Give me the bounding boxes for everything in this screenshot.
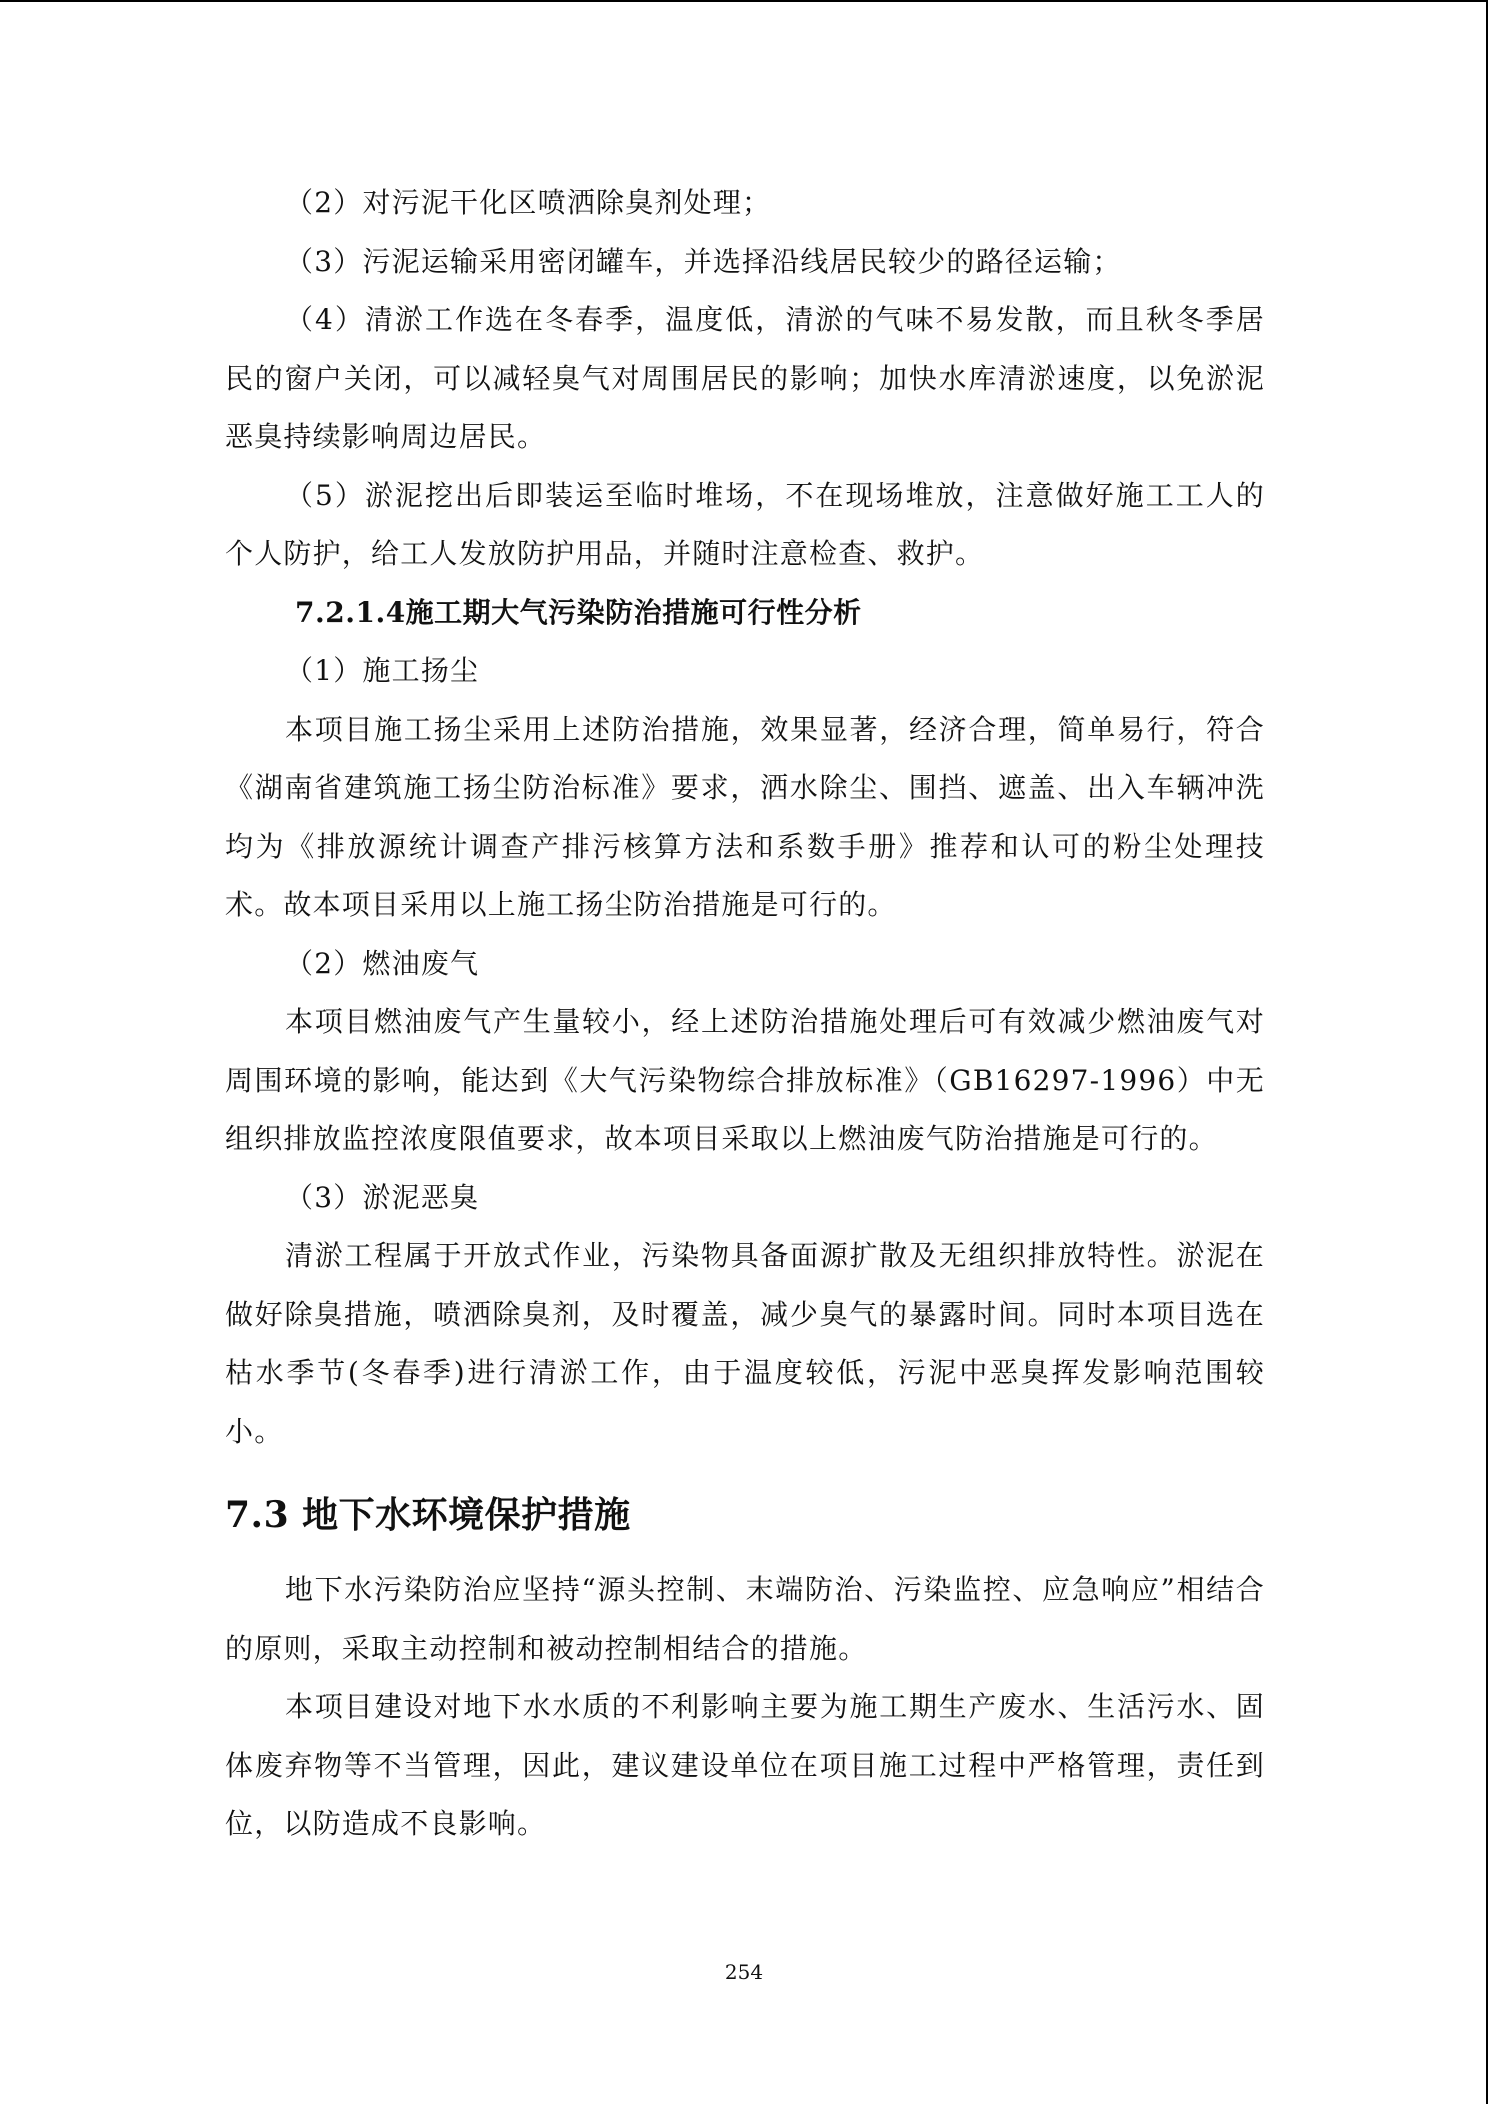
- paragraph-item-3: （3）污泥运输采用密闭罐车，并选择沿线居民较少的路径运输；: [285, 244, 1122, 278]
- item-title-fuel-exhaust: （2）燃油废气: [285, 946, 480, 980]
- subsection-title: 7.2.1.4施工期大气污染防治措施可行性分析: [295, 595, 862, 629]
- paragraph-item-4: （4）清淤工作选在冬春季，温度低，清淤的气味不易发散，而且秋冬季居民的窗户关闭，可以减轻臭气对周围居民的影响；加快水库清淤速度，以免淤泥恶臭持续影响周边居民。: [225, 303, 1265, 453]
- paragraph-sludge-odor: 清淤工程属于开放式作业，污染物具备面源扩散及无组织排放特性。淤泥在做好除臭措施，喷洒除臭剂，及时覆盖，减少臭气的暴露时间。同时本项目选在枯水季节(冬春季)进行清淤工作，由于温度较低，污泥中恶臭挥发影响范围较小。: [225, 1239, 1265, 1448]
- item-title-sludge-odor: （3）淤泥恶臭: [285, 1180, 480, 1214]
- page-border-top: [0, 0, 1488, 2]
- document-body: [225, 174, 1265, 1854]
- paragraph-groundwater-principle: 地下水污染防治应坚持“源头控制、末端防治、污染监控、应急响应”相结合的原则，采取主动控制和被动控制相结合的措施。: [225, 1573, 1265, 1665]
- paragraph-item-2: （2）对污泥干化区喷洒除臭剂处理；: [285, 186, 772, 219]
- section-title: 7.3 地下水环境保护措施: [225, 1494, 631, 1536]
- paragraph-fuel-exhaust: 本项目燃油废气产生量较小，经上述防治措施处理后可有效减少燃油废气对周围环境的影响，能达到《大气污染物综合排放标准》（GB16297-1996）中无组织排放监控浓度限值要求，故本项目采取以上燃油废气防治措施是可行的。: [225, 1005, 1265, 1155]
- page-number: 254: [724, 1960, 764, 1984]
- paragraph-item-5: （5）淤泥挖出后即装运至临时堆场，不在现场堆放，注意做好施工工人的个人防护，给工人发放防护用品，并随时注意检查、救护。: [225, 478, 1265, 570]
- paragraph-dust: 本项目施工扬尘采用上述防治措施，效果显著，经济合理，简单易行，符合《湖南省建筑施工扬尘防治标准》要求，洒水除尘、围挡、遮盖、出入车辆冲洗均为《排放源统计调查产排污核算方法和系数手册》推荐和认可的粉尘处理技术。故本项目采用以上施工扬尘防治措施是可行的。: [225, 712, 1265, 921]
- paragraph-groundwater-impact: 本项目建设对地下水水质的不利影响主要为施工期生产废水、生活污水、固体废弃物等不当管理，因此，建议建设单位在项目施工过程中严格管理，责任到位，以防造成不良影响。: [225, 1690, 1265, 1840]
- item-title-dust: （1）施工扬尘: [285, 654, 480, 687]
